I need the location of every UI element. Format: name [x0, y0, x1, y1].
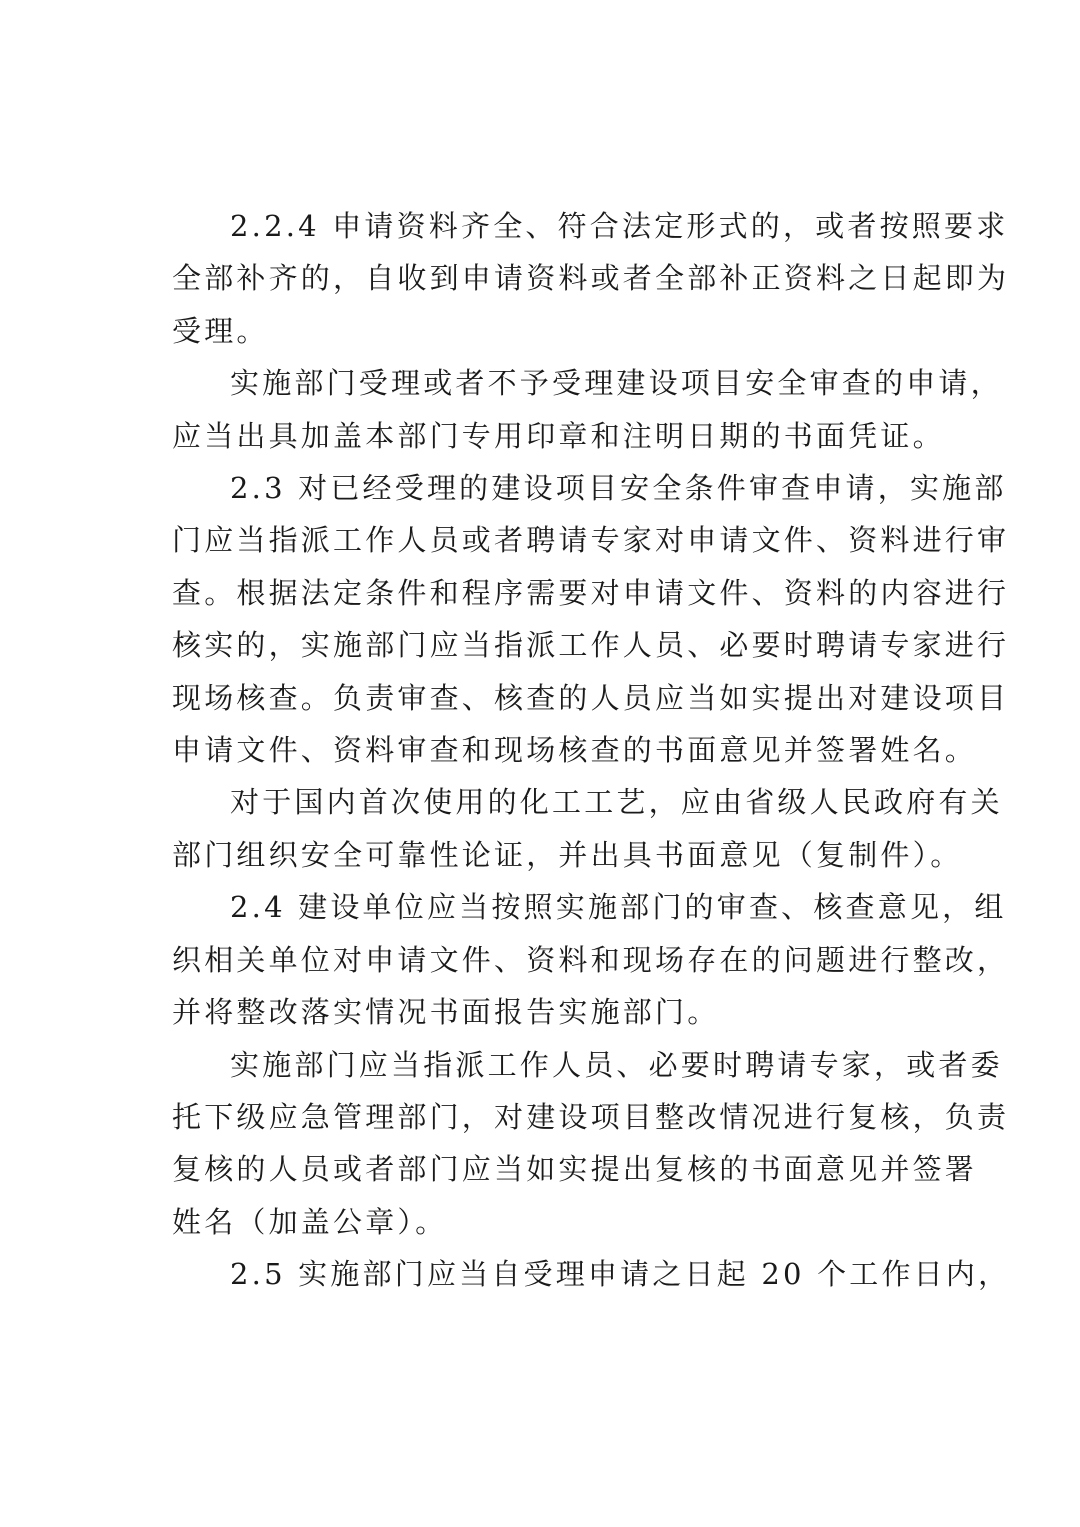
text-line: 2.2.4 申请资料齐全、符合法定形式的，或者按照要求 — [230, 209, 1009, 243]
text-line: 实施部门受理或者不予受理建设项目安全审查的申请， — [230, 366, 1003, 401]
paragraph-2-2-4 — [172, 200, 1010, 357]
text-line: 织相关单位对申请文件、资料和现场存在的问题进行整改， — [172, 942, 1010, 977]
text-line: 2.5 实施部门应当自受理申请之日起 20 个工作日内， — [230, 1257, 1011, 1292]
paragraph-2-4 — [172, 881, 1010, 1038]
text-line: 核实的，实施部门应当指派工作人员、必要时聘请专家进行 — [172, 628, 1010, 663]
paragraph-chemical-process — [172, 776, 1003, 881]
text-line: 2.3 对已经受理的建设项目安全条件审查申请，实施部 — [230, 471, 1007, 506]
text-line: 复核的人员或者部门应当如实提出复核的书面意见并签署 — [172, 1152, 978, 1187]
paragraph-acceptance-certificate — [172, 357, 1003, 462]
text-line: 托下级应急管理部门，对建设项目整改情况进行复核，负责 — [172, 1099, 1010, 1134]
text-line: 并将整改落实情况书面报告实施部门。 — [172, 995, 720, 1030]
paragraph-recheck — [172, 1039, 1010, 1249]
text-line: 2.4 建设单位应当按照实施部门的审查、核查意见，组 — [230, 890, 1007, 925]
text-line: 受理。 — [172, 313, 269, 348]
text-line: 姓名（加盖公章）。 — [172, 1204, 448, 1239]
text-line: 应当出具加盖本部门专用印章和注明日期的书面凭证。 — [172, 418, 945, 453]
text-line: 对于国内首次使用的化工工艺，应由省级人民政府有关 — [230, 785, 1003, 820]
text-line: 全部补齐的，自收到申请资料或者全部补正资料之日起即为 — [172, 261, 1010, 296]
paragraph-2-3 — [172, 462, 1010, 776]
text-line: 门应当指派工作人员或者聘请专家对申请文件、资料进行审 — [172, 523, 1010, 558]
text-line: 现场核查。负责审查、核查的人员应当如实提出对建设项目 — [172, 680, 1010, 715]
text-line: 部门组织安全可靠性论证，并出具书面意见（复制件）。 — [172, 837, 963, 872]
text-line: 申请文件、资料审查和现场核查的书面意见并签署姓名。 — [172, 733, 978, 768]
paragraph-2-5 — [172, 1248, 1011, 1300]
text-line: 查。根据法定条件和程序需要对申请文件、资料的内容进行 — [172, 575, 1010, 610]
document-body — [172, 200, 1011, 1301]
text-line: 实施部门应当指派工作人员、必要时聘请专家，或者委 — [230, 1047, 1003, 1082]
